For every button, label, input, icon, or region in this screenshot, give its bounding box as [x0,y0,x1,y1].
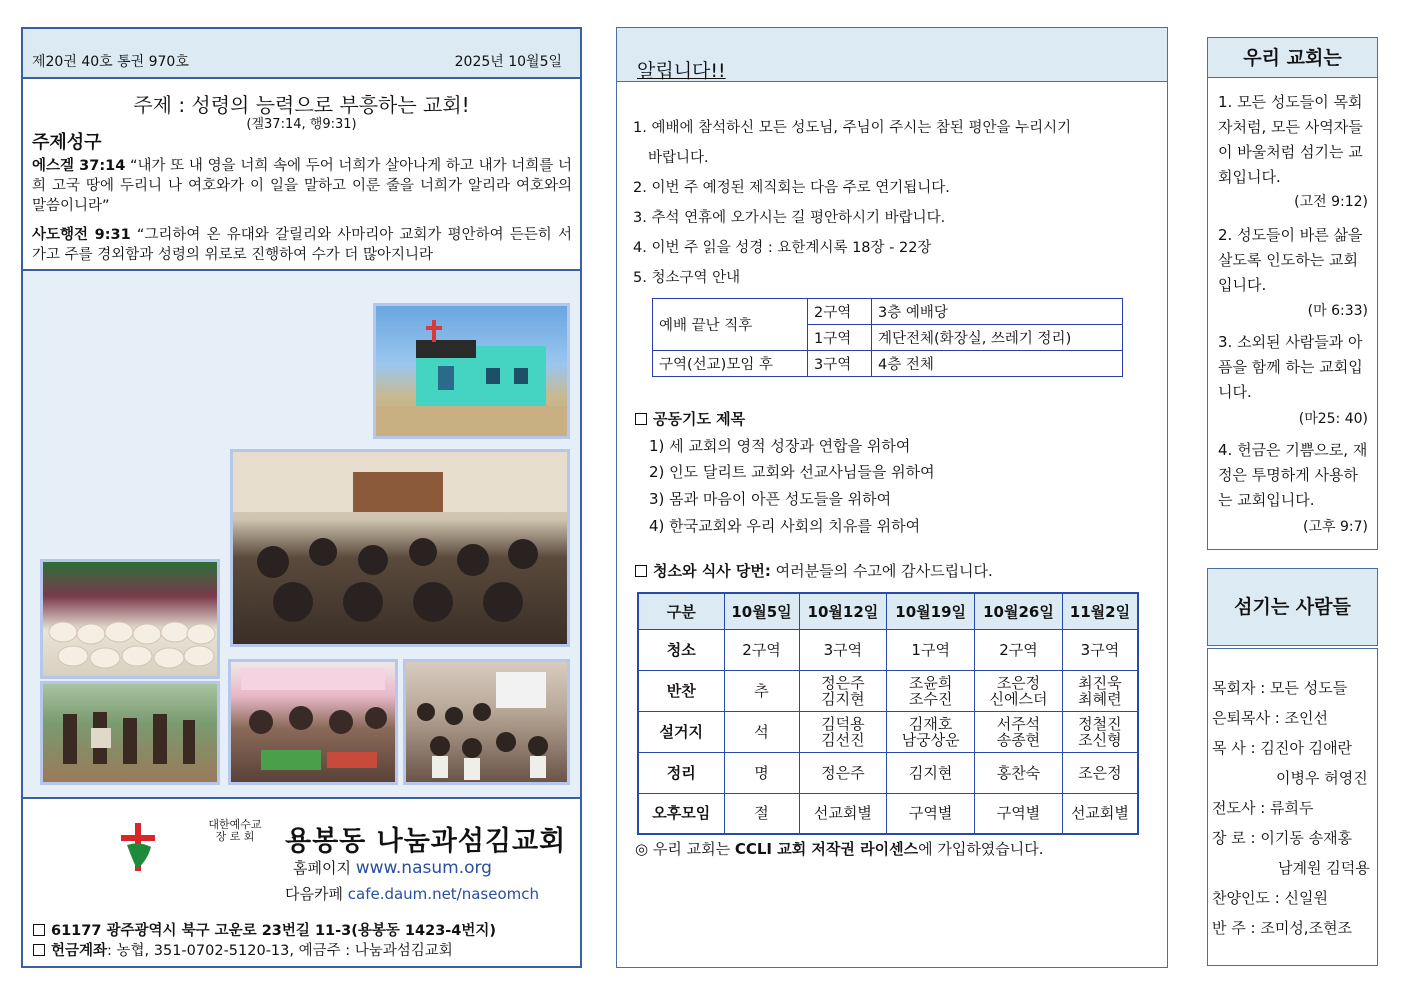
table-cell: 4층 전체 [872,351,1123,377]
column-header: 10월19일 [887,593,975,629]
table-cell: 1구역 [887,629,975,670]
table-cell: 명 [724,752,799,793]
row-label: 정리 [638,752,724,793]
prayer-item: 1) 세 교회의 영적 성장과 연합을 위하여 [649,437,911,455]
staff-title: 섬기는 사람들 [1207,568,1378,646]
bulletin-cover [21,27,582,968]
table-cell: 석 [724,711,799,752]
table-cell: 정은주 [799,752,887,793]
table-cell: 3구역 [1062,629,1138,670]
column-header: 10월12일 [799,593,887,629]
notice-item-2: 2. 이번 주 예정된 제직회는 다음 주로 연기됩니다. [633,180,950,196]
theme-section [23,79,580,271]
prayer-item: 4) 한국교회와 우리 사회의 치유를 위하여 [649,517,921,535]
staff-line: 반 주 : 조미성,조현조 [1212,919,1353,937]
checkbox-icon [635,565,647,577]
photo-rice-bags [40,559,220,679]
checkbox-icon [33,944,45,956]
table-cell: 조은정 신에스더 [975,670,1063,711]
photo-village-distribution [40,681,220,785]
mission-item-4: 4. 헌금은 기쁨으로, 재정은 투명하게 사용하는 교회입니다. [1218,441,1368,509]
table-cell: 1구역 [808,325,872,351]
staff-line: 남계원 김덕용 [1278,859,1370,877]
table-cell: 추 [724,670,799,711]
church-footer [23,799,580,966]
column-header: 10월26일 [975,593,1063,629]
staff-line: 찬양인도 : 신일원 [1212,889,1329,907]
table-cell: 2구역 [808,299,872,325]
table-cell: 3층 예배당 [872,299,1123,325]
table-cell: 절 [724,793,799,834]
staff-line: 은퇴목사 : 조인선 [1212,709,1329,727]
table-cell: 선교회별 [1062,793,1138,834]
row-label: 오후모임 [638,793,724,834]
table-cell: 서주석 송종현 [975,711,1063,752]
mission-ref-4: (고후 9:7) [1303,519,1368,535]
homepage-link[interactable]: www.nasum.org [355,858,492,878]
table-cell: 조은정 [1062,752,1138,793]
staff-line: 장 로 : 이기동 송재홍 [1212,829,1353,847]
column-header: 구분 [638,593,724,629]
table-row [638,670,1138,711]
church-address: 61177 광주광역시 북구 고운로 23번길 11-3(용봉동 1423-4번지) [33,919,496,940]
mission-item-1: 1. 모든 성도들이 목회자처럼, 모든 사역자들이 바울처럼 섬기는 교회입니다. [1218,93,1363,186]
table-cell: 구역별 [887,793,975,834]
offering-account: 헌금계좌: 농협, 351-0702-5120-13, 예금주 : 나눔과섬김교회 [33,939,453,960]
cafe-link[interactable]: cafe.daum.net/naseomch [347,885,540,903]
table-cell: 김재호 남궁상운 [887,711,975,752]
theme-verse-heading: 주제성구 [32,132,102,153]
table-cell: 계단전체(화장실, 쓰레기 정리) [872,325,1123,351]
notice-item-5: 5. 청소구역 안내 [633,270,741,286]
theme-verse-ezekiel: 에스겔 37:14 “내가 또 내 영을 너희 속에 두어 너희가 살아나게 하고 내가 너희를 너희 고국 땅에 두리니 나 여호와가 이 일을 말하고 이룬 줄을 너희가 알리라 여호와의 말씀이니라” [32,158,572,214]
row-label: 설거지 [638,711,724,752]
table-row [653,299,1123,325]
mission-item-3: 3. 소외된 사람들과 아픔을 함께 하는 교회입니다. [1218,333,1363,401]
duty-heading: 청소와 식사 당번: 여러분들의 수고에 감사드립니다. [635,560,993,581]
homepage-line: 홈페이지 www.nasum.org [293,858,492,878]
checkbox-icon [33,924,45,936]
table-cell: 김지현 [887,752,975,793]
table-cell: 정철진 조신형 [1062,711,1138,752]
mission-ref-1: (고전 9:12) [1294,194,1368,210]
checkbox-icon [635,413,647,425]
photo-community-event [228,659,398,785]
prayer-item: 3) 몸과 마음이 아픈 성도들을 위하여 [649,490,892,508]
notice-item-1-cont: 바랍니다. [648,150,709,166]
notice-item-3: 3. 추석 연휴에 오가시는 길 평안하시기 바랍니다. [633,210,946,226]
table-row [638,752,1138,793]
table-header-row [638,593,1138,629]
table-cell: 구역별 [975,793,1063,834]
duty-roster-table [637,592,1139,835]
table-row [638,793,1138,834]
table-row [638,629,1138,670]
row-label: 청소 [638,629,724,670]
table-row [653,351,1123,377]
table-cell: 정은주 김지현 [799,670,887,711]
column-header: 10월5일 [724,593,799,629]
ccli-notice: ◎ 우리 교회는 CCLI 교회 저작권 라이센스에 가입하였습니다. [635,840,1044,858]
photo-collage [23,271,580,799]
theme-verse-acts: 사도행전 9:31 “그리하여 온 유대와 갈릴리와 사마리아 교회가 평안하여 든든히 서 가고 주를 경외함과 성령의 위로로 진행하여 수가 더 많아지니라 [32,227,572,263]
table-cell: 2구역 [975,629,1063,670]
cleaning-zone-table [652,298,1123,377]
theme-reference: (겔37:14, 행9:31) [246,117,357,132]
photo-church-building [373,303,570,439]
table-cell: 선교회별 [799,793,887,834]
table-cell: 최진욱 최혜련 [1062,670,1138,711]
mission-item-2: 2. 성도들이 바른 삶을 살도록 인도하는 교회입니다. [1218,226,1363,294]
notice-panel [616,27,1168,968]
row-label: 반찬 [638,670,724,711]
issue-volume: 제20권 40호 통권 970호 [32,54,189,70]
mission-ref-2: (마 6:33) [1307,303,1368,319]
table-cell: 홍찬숙 [975,752,1063,793]
issue-date: 2025년 10월5일 [454,54,562,70]
table-cell: 3구역 [799,629,887,670]
staff-line: 전도사 : 류희두 [1212,799,1314,817]
photo-children-gathering [403,659,570,785]
mission-ref-3: (마25: 40) [1298,411,1368,427]
table-row [638,711,1138,752]
church-cross-logo-icon [117,821,161,873]
notice-header [617,28,1167,82]
table-cell: 2구역 [724,629,799,670]
church-mission-box [1207,37,1378,550]
staff-box [1207,648,1378,966]
table-cell: 예배 끝난 직후 [653,299,808,351]
table-cell: 조윤희 조수진 [887,670,975,711]
staff-line: 목 사 : 김진아 김애란 [1212,739,1353,757]
prayer-item: 2) 인도 달리트 교회와 선교사님들을 위하여 [649,463,935,481]
theme-title: 주제 : 성령의 능력으로 부흥하는 교회! [133,93,470,117]
cafe-line: 다음카페 cafe.daum.net/naseomch [285,885,540,903]
photo-worship-service [230,449,570,647]
column-header: 11월2일 [1062,593,1138,629]
table-cell: 3구역 [808,351,872,377]
notice-item-4: 4. 이번 주 읽을 성경 : 요한계시록 18장 - 22장 [633,240,932,256]
issue-header [23,29,580,79]
denomination-label: 대한예수교 장 로 회 [208,818,262,843]
table-cell: 김덕용 김선진 [799,711,887,752]
staff-line: 이병우 허영진 [1276,769,1368,787]
staff-line: 목회자 : 모든 성도들 [1212,679,1348,697]
prayer-heading: 공동기도 제목 [635,408,745,429]
notice-item-1: 1. 예배에 참석하신 모든 성도님, 주님이 주시는 참된 평안을 누리시기 [633,120,1072,136]
table-cell: 구역(선교)모임 후 [653,351,808,377]
notice-title: 알립니다!! [637,60,726,82]
mission-title: 우리 교회는 [1208,38,1377,78]
church-name: 용봉동 나눔과섬김교회 [285,826,567,857]
